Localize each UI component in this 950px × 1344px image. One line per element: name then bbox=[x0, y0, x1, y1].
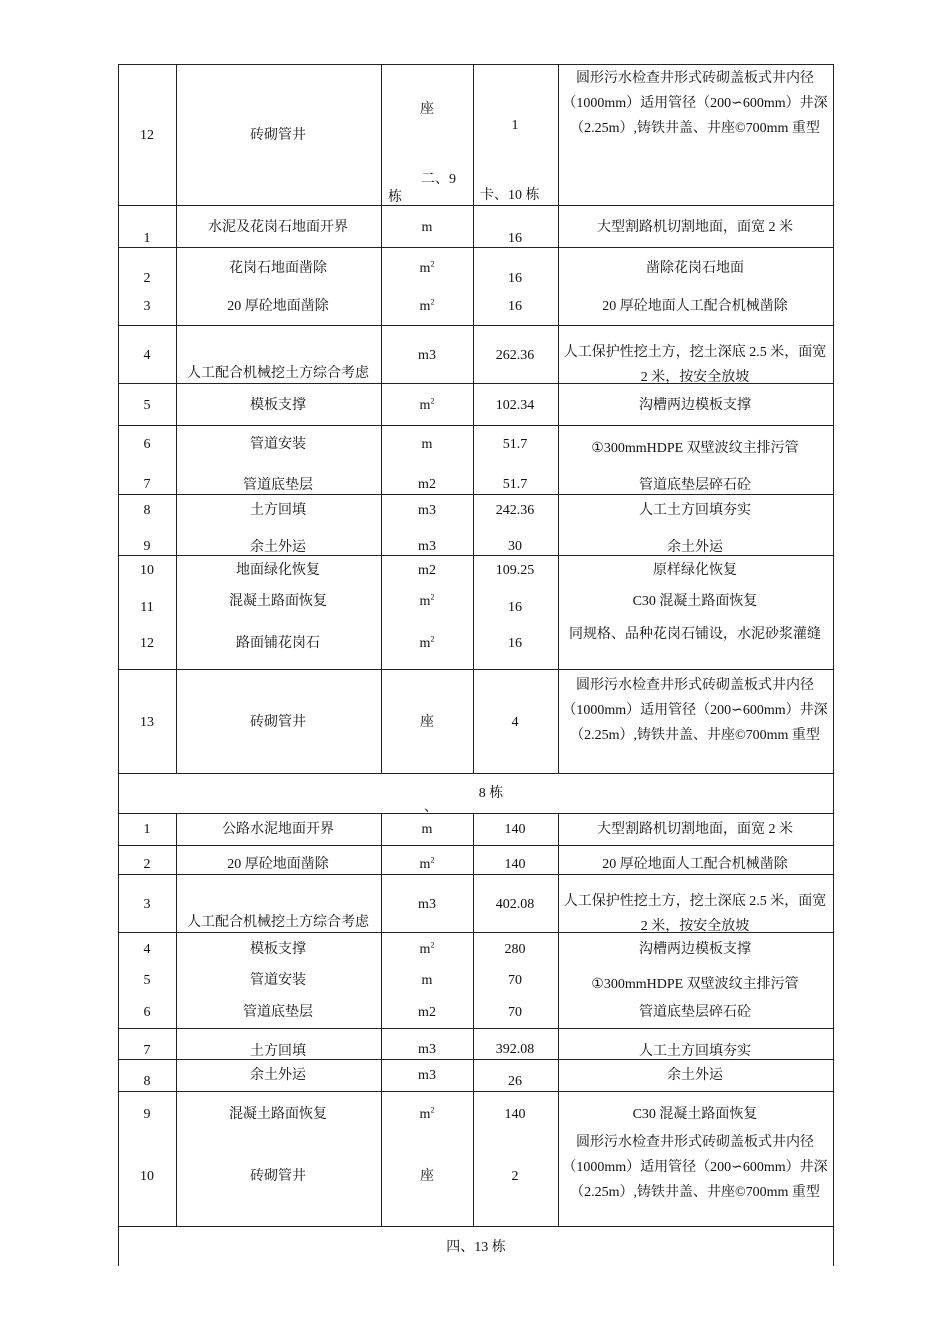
cell-name: 余土外运 bbox=[250, 540, 306, 555]
cell-no: 12 bbox=[140, 636, 154, 651]
cell-name: 地面绿化恢复 bbox=[236, 563, 320, 578]
cell-name: 管道底垫层 bbox=[243, 478, 313, 493]
cell-unit bbox=[420, 397, 435, 415]
cell-desc: 凿除花岗石地面 bbox=[646, 261, 744, 276]
cell-unit bbox=[420, 856, 435, 874]
cell-qty: 30 bbox=[508, 539, 522, 554]
cell-no: 6 bbox=[143, 437, 151, 452]
cell-name: 余土外运 bbox=[250, 1068, 306, 1083]
cell-name: 模板支撑 bbox=[250, 398, 306, 413]
cell-unit bbox=[418, 562, 436, 580]
cell-desc: ①300mmHDPE 双壁波纹主排污管 bbox=[591, 441, 799, 456]
cell-qty: 140 bbox=[504, 822, 526, 837]
cell-no: 5 bbox=[143, 398, 151, 413]
cell-desc: 管道底垫层碎石砼 bbox=[639, 478, 751, 493]
cell-unit bbox=[422, 972, 433, 990]
unit-text: m bbox=[419, 636, 431, 651]
cell-unit bbox=[418, 1004, 436, 1022]
row-rule bbox=[118, 247, 833, 248]
cell-qty: 70 bbox=[508, 973, 522, 988]
cell-qty: 242.36 bbox=[495, 503, 535, 518]
cell-unit bbox=[420, 714, 434, 732]
section-title: 8 栋 bbox=[478, 786, 504, 801]
cell-qty: 392.08 bbox=[495, 1042, 535, 1057]
cell-unit bbox=[420, 260, 435, 278]
cell-no: 3 bbox=[143, 897, 151, 912]
unit-superscript: 2 bbox=[430, 592, 435, 602]
cell-desc: 同规格、品种花岗石铺设，水泥砂浆灌缝 bbox=[569, 627, 821, 642]
row-rule bbox=[118, 874, 833, 875]
cell-no: 9 bbox=[143, 539, 151, 554]
unit-text: m bbox=[421, 973, 433, 988]
cell-qty: 16 bbox=[508, 271, 522, 286]
cell-no: 1 bbox=[143, 822, 151, 837]
cell-qty: 102.34 bbox=[495, 398, 535, 413]
column-rule bbox=[176, 813, 177, 1226]
cell-unit bbox=[418, 502, 436, 520]
cell-qty: 109.25 bbox=[495, 563, 535, 578]
row-rule bbox=[118, 845, 833, 846]
cell-desc: 大型割路机切割地面，面宽 2 米 bbox=[597, 822, 793, 837]
unit-text: m bbox=[419, 261, 431, 276]
cell-no: 5 bbox=[143, 973, 151, 988]
row-rule bbox=[118, 64, 833, 65]
cell-unit bbox=[418, 476, 436, 494]
cell-qty: 70 bbox=[508, 1005, 522, 1020]
unit-superscript: 2 bbox=[430, 396, 435, 406]
cell-desc: ①300mmHDPE 双壁波纹主排污管 bbox=[591, 977, 799, 992]
cell-no: 8 bbox=[143, 503, 151, 518]
row-rule bbox=[118, 425, 833, 426]
row-rule bbox=[118, 1091, 833, 1092]
column-rule bbox=[473, 64, 474, 773]
column-rule bbox=[381, 64, 382, 773]
cell-name: 管道底垫层 bbox=[243, 1005, 313, 1020]
cell-qty: 280 bbox=[504, 942, 526, 957]
cell-qty: 402.08 bbox=[495, 897, 535, 912]
cell-no: 11 bbox=[140, 600, 154, 615]
cell-qty: 4 bbox=[511, 715, 519, 730]
unit-text: m bbox=[421, 220, 433, 235]
cell-unit bbox=[420, 298, 435, 316]
cell-no: 2 bbox=[143, 857, 151, 872]
cell-desc: C30 混凝土路面恢复 bbox=[632, 1107, 758, 1122]
unit-text: m bbox=[421, 437, 433, 452]
cell-unit bbox=[420, 1106, 435, 1124]
row-rule bbox=[118, 555, 833, 556]
cell-unit bbox=[420, 941, 435, 959]
unit-text: m bbox=[421, 822, 433, 837]
unit-text: m bbox=[419, 594, 431, 609]
unit-superscript: 2 bbox=[430, 634, 435, 644]
column-rule bbox=[473, 813, 474, 1226]
cell-unit bbox=[422, 821, 433, 839]
cell-unit: 座 bbox=[420, 102, 434, 117]
cell-no: 13 bbox=[140, 715, 154, 730]
cell-no: 9 bbox=[143, 1107, 151, 1122]
unit-text: m bbox=[419, 299, 431, 314]
unit-text: m3 bbox=[418, 1042, 436, 1057]
cell-unit bbox=[418, 896, 436, 914]
cell-unit bbox=[420, 1168, 434, 1186]
cell-desc: 圆形污水检查井形式砖砌盖板式井内径（1000mm）适用管径（200∽600mm）井深（2.25m）,铸铁井盖、井座©700mm 重型 bbox=[562, 71, 828, 136]
unit-text: 座 bbox=[420, 1169, 434, 1184]
cell-no: 1 bbox=[143, 231, 151, 246]
cell-no: 4 bbox=[143, 942, 151, 957]
row-rule bbox=[118, 1028, 833, 1029]
column-rule bbox=[118, 64, 119, 1266]
cell-desc: 20 厚砼地面人工配合机械凿除 bbox=[602, 299, 788, 314]
unit-text: m bbox=[419, 942, 431, 957]
cell-qty: 140 bbox=[504, 857, 526, 872]
cell-name: 人工配合机械挖土方综合考虑 bbox=[187, 915, 369, 930]
unit-text: m2 bbox=[418, 477, 436, 492]
unit-text: m bbox=[419, 1107, 431, 1122]
cell-name: 20 厚砼地面凿除 bbox=[227, 857, 329, 872]
cell-name: 砖砌管井 bbox=[250, 1169, 306, 1184]
cell-qty: 140 bbox=[504, 1107, 526, 1122]
cell-desc: 20 厚砼地面人工配合机械凿除 bbox=[602, 857, 788, 872]
cell-unit bbox=[418, 538, 436, 556]
cell-no: 12 bbox=[140, 128, 154, 143]
unit-text: m3 bbox=[418, 503, 436, 518]
cell-qty: 16 bbox=[508, 299, 522, 314]
cell-name: 模板支撑 bbox=[250, 942, 306, 957]
cell-name: 土方回填 bbox=[250, 503, 306, 518]
cell-name: 砖砌管井 bbox=[250, 128, 306, 143]
cell-name: 水泥及花岗石地面开界 bbox=[208, 220, 348, 235]
section-title-mark: 、 bbox=[424, 800, 438, 815]
cell-name: 土方回填 bbox=[250, 1044, 306, 1059]
cell-qty: 26 bbox=[508, 1074, 522, 1089]
cell-desc: 余土外运 bbox=[667, 540, 723, 555]
cell-qty: 51.7 bbox=[502, 437, 528, 452]
cell-unit bbox=[418, 1067, 436, 1085]
cell-desc: 人工土方回填夯实 bbox=[639, 503, 751, 518]
column-rule bbox=[558, 64, 559, 773]
cell-qty: 16 bbox=[508, 636, 522, 651]
unit-text: m2 bbox=[418, 1005, 436, 1020]
cell-qty: 1 bbox=[511, 118, 519, 133]
cell-unit bbox=[422, 219, 433, 237]
cell-name: 花岗石地面凿除 bbox=[229, 261, 327, 276]
unit-text: m2 bbox=[418, 563, 436, 578]
cell-name: 混凝土路面恢复 bbox=[229, 1107, 327, 1122]
cell-no: 10 bbox=[140, 1169, 154, 1184]
unit-superscript: 2 bbox=[430, 297, 435, 307]
cell-name: 路面铺花岗石 bbox=[236, 636, 320, 651]
row-rule bbox=[118, 813, 833, 814]
section-title-part: 栋 bbox=[388, 190, 402, 205]
cell-desc: 圆形污水检查井形式砖砌盖板式井内径（1000mm）适用管径（200∽600mm）井深（2.25m）,铸铁井盖、井座©700mm 重型 bbox=[562, 678, 828, 743]
cell-no: 7 bbox=[143, 1043, 151, 1058]
column-rule bbox=[381, 813, 382, 1226]
cell-name: 砖砌管井 bbox=[250, 715, 306, 730]
cell-no: 4 bbox=[143, 348, 151, 363]
cell-no: 2 bbox=[143, 271, 151, 286]
unit-text: m3 bbox=[418, 1068, 436, 1083]
cell-name: 管道安装 bbox=[250, 437, 306, 452]
unit-superscript: 2 bbox=[430, 1105, 435, 1115]
cell-no: 8 bbox=[143, 1074, 151, 1089]
cell-name: 人工配合机械挖土方综合考虑 bbox=[187, 366, 369, 381]
column-rule bbox=[833, 64, 834, 1266]
unit-superscript: 2 bbox=[430, 855, 435, 865]
cell-desc: 人工保护性挖土方，挖土深底 2.5 米，面宽 2 米，按安全放坡 bbox=[563, 345, 827, 385]
cell-desc: 大型割路机切割地面，面宽 2 米 bbox=[597, 220, 793, 235]
section-title: 四、13 栋 bbox=[446, 1240, 506, 1255]
cell-no: 7 bbox=[143, 477, 151, 492]
cell-unit bbox=[418, 347, 436, 365]
unit-text: m bbox=[419, 398, 431, 413]
cell-desc: C30 混凝土路面恢复 bbox=[632, 594, 758, 609]
cell-no: 10 bbox=[140, 563, 154, 578]
unit-text: m3 bbox=[418, 348, 436, 363]
cell-desc: 沟槽两边模板支撑 bbox=[639, 398, 751, 413]
unit-text: m bbox=[419, 857, 431, 872]
cell-qty: 262.36 bbox=[495, 348, 535, 363]
row-rule bbox=[118, 205, 833, 206]
cell-desc: 人工保护性挖土方，挖土深底 2.5 米，面宽 2 米，按安全放坡 bbox=[563, 894, 827, 934]
unit-text: m3 bbox=[418, 897, 436, 912]
row-rule bbox=[118, 669, 833, 670]
cell-name: 公路水泥地面开界 bbox=[222, 822, 334, 837]
cell-desc: 余土外运 bbox=[667, 1068, 723, 1083]
cell-name: 管道安装 bbox=[250, 973, 306, 988]
cell-desc: 人工土方回填夯实 bbox=[639, 1044, 751, 1059]
cell-unit bbox=[420, 635, 435, 653]
cell-qty: 16 bbox=[508, 600, 522, 615]
section-title-part: 卡、10 栋 bbox=[480, 188, 540, 203]
cell-qty: 16 bbox=[508, 231, 522, 246]
row-rule bbox=[118, 325, 833, 326]
unit-superscript: 2 bbox=[430, 259, 435, 269]
cell-no: 3 bbox=[143, 299, 151, 314]
unit-superscript: 2 bbox=[430, 940, 435, 950]
column-rule bbox=[176, 64, 177, 773]
cell-desc: 圆形污水检查井形式砖砌盖板式井内径（1000mm）适用管径（200∽600mm）井深（2.25m）,铸铁井盖、井座©700mm 重型 bbox=[562, 1135, 828, 1200]
cell-name: 混凝土路面恢复 bbox=[229, 594, 327, 609]
cell-unit bbox=[420, 593, 435, 611]
cell-desc: 沟槽两边模板支撑 bbox=[639, 942, 751, 957]
cell-unit bbox=[422, 436, 433, 454]
cell-desc: 管道底垫层碎石砼 bbox=[639, 1005, 751, 1020]
cell-qty: 51.7 bbox=[502, 477, 528, 492]
unit-text: 座 bbox=[420, 715, 434, 730]
cell-name: 20 厚砼地面凿除 bbox=[227, 299, 329, 314]
column-rule bbox=[558, 813, 559, 1226]
cell-desc: 原样绿化恢复 bbox=[653, 563, 737, 578]
unit-text: m3 bbox=[418, 539, 436, 554]
row-rule bbox=[118, 773, 833, 774]
cell-no: 6 bbox=[143, 1005, 151, 1020]
section-title-part: 二、9 bbox=[421, 172, 456, 187]
row-rule bbox=[118, 1226, 833, 1227]
cell-qty: 2 bbox=[511, 1169, 519, 1184]
cell-unit bbox=[418, 1041, 436, 1059]
